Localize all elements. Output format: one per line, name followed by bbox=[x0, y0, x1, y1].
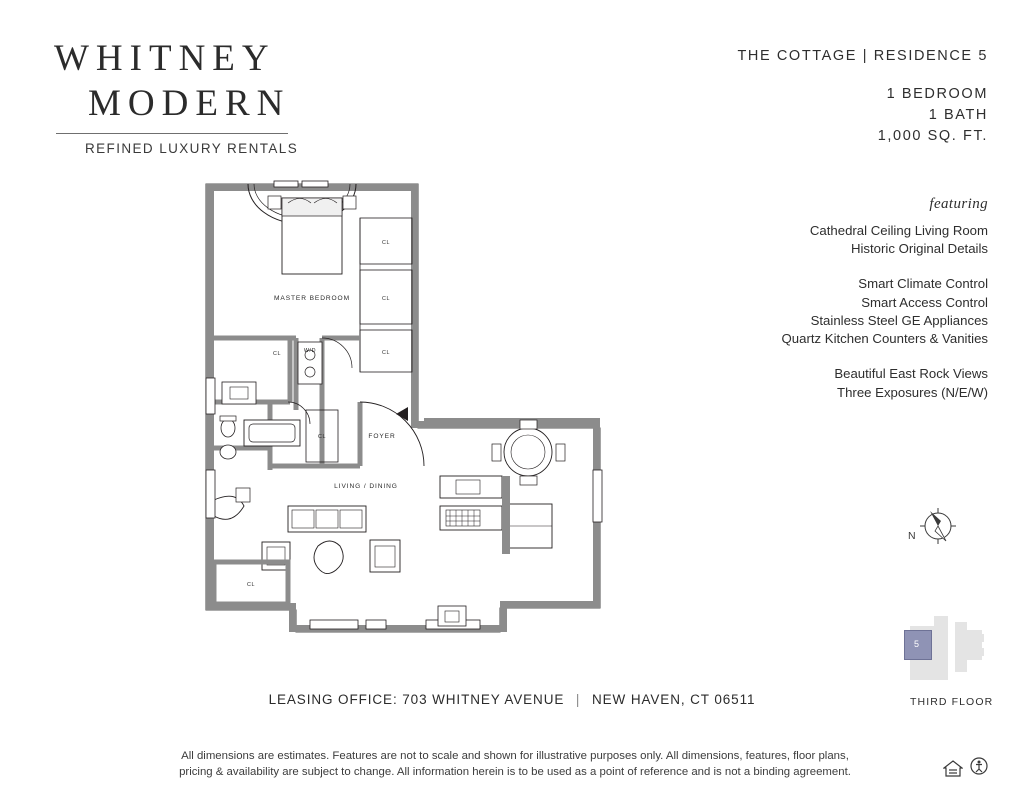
feature-item: Stainless Steel GE Appliances bbox=[810, 312, 988, 328]
dining-set-furniture bbox=[492, 420, 565, 485]
feature-item: Historic Original Details bbox=[850, 241, 988, 257]
brand-tagline: REFINED LUXURY RENTALS bbox=[85, 141, 299, 156]
leasing-separator: | bbox=[575, 692, 581, 707]
feature-item: Quartz Kitchen Counters & Vanities bbox=[781, 331, 988, 347]
feature-item: Smart Climate Control bbox=[858, 276, 988, 292]
brand-divider bbox=[56, 133, 288, 134]
key-plan-figure bbox=[900, 612, 1000, 690]
key-plan-unit-highlight bbox=[904, 630, 932, 660]
entry-arrow-icon bbox=[396, 407, 408, 421]
featuring-list bbox=[658, 196, 988, 419]
residence-header bbox=[737, 48, 988, 147]
disclaimer-line-2: pricing & availability are subject to change. All information herein is to be used as a point of reference and is not a binding agreement. bbox=[179, 766, 851, 779]
vanity-sink-upper bbox=[222, 382, 256, 404]
bed-furniture bbox=[268, 196, 356, 274]
compass-north-icon bbox=[908, 504, 964, 560]
brand-block bbox=[54, 40, 384, 156]
key-plan-unit-number: 5 bbox=[914, 639, 920, 649]
kitchen-fixtures bbox=[440, 476, 552, 554]
sofa-furniture bbox=[288, 506, 366, 532]
featuring-group bbox=[658, 222, 988, 258]
fair-housing-icons bbox=[943, 757, 988, 777]
accessibility-icon bbox=[970, 757, 988, 777]
room-label-living-dining: LIVING / DINING bbox=[334, 483, 398, 490]
coffee-table-furniture bbox=[314, 541, 343, 574]
brand-name-line-1: WHITNEY bbox=[54, 38, 276, 79]
residence-specs bbox=[737, 84, 988, 147]
equal-housing-icon bbox=[943, 759, 963, 777]
feature-item: Smart Access Control bbox=[861, 294, 988, 310]
feature-item: Beautiful East Rock Views bbox=[834, 366, 988, 382]
compass-north-label: N bbox=[908, 530, 917, 542]
room-label-master-bedroom: MASTER BEDROOM bbox=[274, 295, 350, 302]
floor-plan bbox=[170, 170, 650, 670]
room-label-closet: CL bbox=[246, 582, 256, 588]
residence-title: THE COTTAGE | RESIDENCE 5 bbox=[737, 48, 988, 64]
leasing-prefix: LEASING OFFICE: bbox=[268, 692, 398, 707]
console-furniture bbox=[438, 606, 466, 626]
leasing-city: NEW HAVEN, CT 06511 bbox=[592, 692, 756, 707]
featuring-group bbox=[658, 365, 988, 401]
disclaimer bbox=[120, 748, 910, 780]
feature-item: Three Exposures (N/E/W) bbox=[837, 384, 988, 400]
room-label-foyer: FOYER bbox=[368, 433, 396, 440]
room-label-washer-dryer: W/D bbox=[303, 348, 317, 354]
residence-bedrooms: 1 BEDROOM bbox=[886, 86, 988, 102]
leasing-info bbox=[0, 692, 1024, 707]
featuring-title: featuring bbox=[929, 196, 988, 212]
accent-chair-furniture bbox=[214, 488, 250, 519]
residence-bathrooms: 1 BATH bbox=[928, 107, 988, 124]
key-plan-block bbox=[976, 648, 984, 656]
residence-area: 1,000 SQ. FT. bbox=[877, 128, 988, 145]
disclaimer-line-1: All dimensions are estimates. Features are not to scale and shown for illustrative purposes only. All dimensions, features, floor plans, bbox=[181, 750, 849, 762]
room-label-closet: CL bbox=[317, 434, 327, 440]
key-plan-block bbox=[934, 616, 948, 680]
featuring-group bbox=[658, 275, 988, 348]
key-plan-floor-label: THIRD FLOOR bbox=[910, 696, 994, 708]
floor-plan-drawing bbox=[170, 170, 650, 670]
bathroom-fixtures bbox=[220, 416, 300, 459]
brand-name-line-2: MODERN bbox=[88, 83, 291, 124]
room-label-closet: CL bbox=[381, 240, 391, 246]
key-plan-block bbox=[976, 634, 984, 642]
compass bbox=[908, 504, 964, 560]
leasing-address: 703 WHITNEY AVENUE bbox=[402, 692, 565, 707]
feature-item: Cathedral Ceiling Living Room bbox=[809, 223, 988, 238]
room-label-closet: CL bbox=[381, 296, 391, 302]
room-label-closet: CL bbox=[381, 350, 391, 356]
room-label-closet: CL bbox=[272, 351, 282, 357]
